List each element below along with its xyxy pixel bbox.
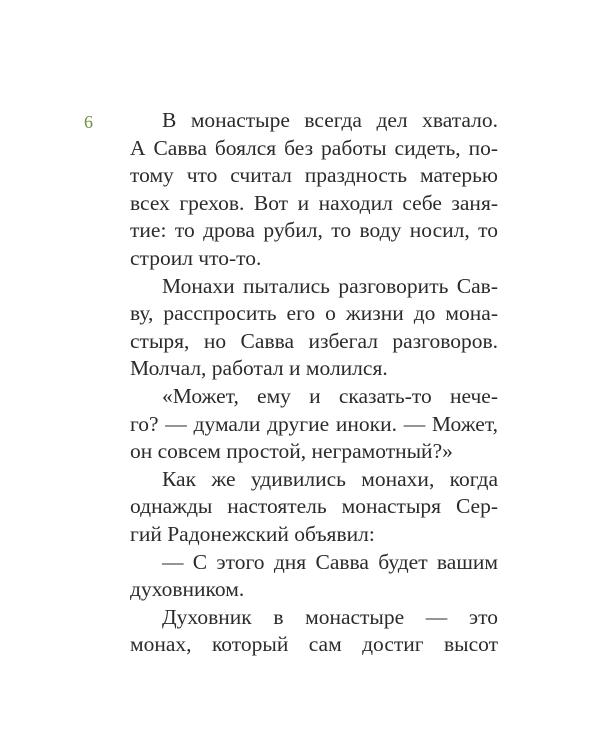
text-line: однажды настоятель монастыря Сер- bbox=[130, 494, 498, 519]
text-line: А Савва боялся без работы сидеть, по- bbox=[130, 135, 498, 160]
text-line: ву, расспросить его о жизни до мона- bbox=[130, 301, 498, 326]
text-line: Молчал, работал и молился. bbox=[130, 356, 388, 381]
text-line: Как же удивились монахи, когда bbox=[162, 466, 498, 491]
text-line: В монастыре всегда дел хватало. bbox=[162, 108, 498, 132]
text-line: всех грехов. Вот и находил себе заня- bbox=[130, 190, 498, 215]
text-line: тие: то дрова рубил, то воду носил, то bbox=[130, 218, 498, 243]
text-line: го? — думали другие иноки. — Может, bbox=[130, 411, 498, 436]
text-line: он совсем простой, неграмотный?» bbox=[130, 439, 453, 464]
text-line: духовником. bbox=[130, 577, 245, 602]
body-text bbox=[130, 107, 498, 659]
text-line: тому что считал праздность матерью bbox=[130, 163, 498, 188]
text-line: стыря, но Савва избегал разговоров. bbox=[130, 328, 498, 353]
text-line: — С этого дня Савва будет вашим bbox=[162, 549, 498, 574]
text-line: монах, который сам достиг высот bbox=[130, 632, 498, 657]
text-line: Монахи пытались разговорить Сав- bbox=[162, 273, 498, 298]
page-number: 6 bbox=[84, 112, 93, 132]
text-line: гий Радонежский объявил: bbox=[130, 521, 375, 546]
text-line: «Может, ему и сказать-то нече- bbox=[162, 383, 498, 408]
text-line: строил что-то. bbox=[130, 245, 262, 270]
text-line: Духовник в монастыре — это bbox=[162, 604, 498, 629]
